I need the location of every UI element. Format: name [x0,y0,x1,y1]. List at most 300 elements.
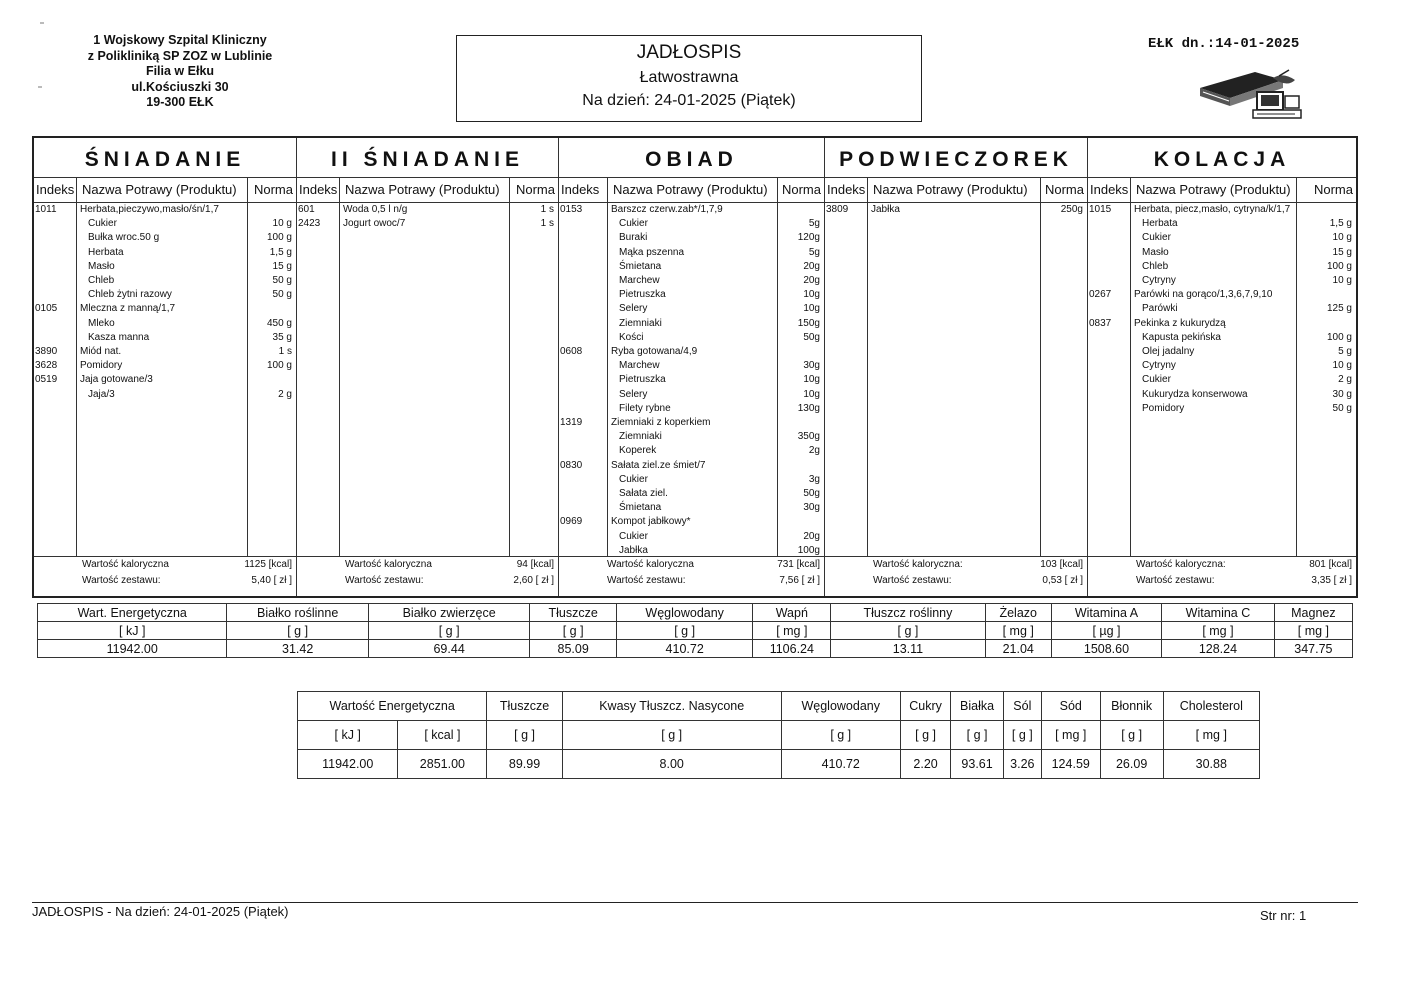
menu-row [559,531,824,545]
menu-row [559,289,824,303]
item-norm: 30g [803,360,820,372]
item-name: Selery [619,388,648,400]
nutrient-value-cell: 31.42 [227,640,368,658]
diet-name: Łatwostrawna [639,69,739,86]
item-name: Mleczna z manną/1,7 [80,303,176,315]
item-norm: 350g [797,431,820,443]
kcal-value: 94 [kcal] [516,559,554,570]
cost-label: Wartość zestawu: [1136,575,1215,586]
hospital-line: 19-300 EŁK [146,95,214,109]
kcal-label: Wartość kaloryczna [82,559,169,570]
nutrient-unit-cell: [ mg ] [753,622,831,640]
kcal-value: 801 [kcal] [1309,559,1352,570]
menu-row [559,232,824,246]
item-norm: 50g [803,331,820,343]
header-norm: Norma [515,182,555,197]
nutrient2-value-cell: 124.59 [1041,750,1100,779]
item-name: Jabłka [871,204,900,215]
kcal-value: 1125 [kcal] [244,559,292,570]
header-name: Nazwa Potrawy (Produktu) [345,182,500,197]
menu-row [1088,360,1356,374]
item-norm: 15 g [272,260,292,272]
menu-row [34,374,296,388]
nutrient-unit-cell: [ mg ] [985,622,1051,640]
kcal-label: Wartość kaloryczna [607,559,694,570]
item-index: 0105 [35,303,58,315]
nutrient-header-cell: Witamina A [1051,604,1161,622]
menu-row [825,204,1087,218]
header-norm: Norma [1313,182,1353,197]
item-norm: 20g [803,275,820,286]
item-norm: 150g [797,317,820,329]
nutrient-value-cell: 13.11 [831,640,985,658]
meal-totals [825,556,1087,597]
nutrient-value-cell: 1508.60 [1051,640,1161,658]
item-norm: 250g [1060,204,1083,215]
menu-row [559,275,824,289]
menu-row [559,303,824,317]
item-name: Cytryny [1142,275,1176,286]
item-norm: 30 g [1332,388,1352,400]
item-norm: 50g [803,488,820,499]
item-norm: 450 g [266,317,292,329]
item-norm: 10g [803,303,820,315]
header-index: Indeks [827,182,866,197]
kcal-label: Wartość kaloryczna: [1136,559,1226,570]
item-name: Parówki [1142,303,1178,315]
menu-row [559,431,824,445]
kcal-label: Wartość kaloryczna: [873,559,963,570]
item-index: 0153 [560,204,583,215]
item-norm: 10g [803,374,820,386]
header-index: Indeks [299,182,338,197]
item-name: Buraki [619,232,648,244]
cost-value: 7,56 [ zł ] [779,575,820,586]
cost-value: 5,40 [ zł ] [251,575,292,586]
menu-row [297,204,558,218]
item-name: Cukier [619,530,648,542]
nutrients-table-primary [37,603,1353,658]
item-name: Pomidory [1142,402,1185,414]
item-norm: 10 g [1332,275,1352,286]
menu-row [34,289,296,303]
nutrient2-value-cell: 93.61 [951,750,1004,779]
nutrient2-unit-row [298,721,1260,750]
item-name: Sałata ziel. [619,488,668,499]
item-norm: 1 s [540,204,554,215]
nutrient-unit-cell: [ kJ ] [38,622,227,640]
item-name: Pietruszka [619,374,666,386]
nutrient2-value-cell: 410.72 [781,750,900,779]
menu-row [34,247,296,261]
menu-row [559,488,824,502]
meal-column [1088,138,1356,596]
scan-speck [38,86,42,88]
item-norm: 5g [808,246,820,258]
menu-row [559,374,824,388]
item-index: 0267 [1089,289,1112,301]
item-name: Pietruszka [619,289,666,301]
menu-row [1088,275,1356,289]
nutrient2-header-cell: Tłuszcze [487,692,562,721]
nutrient2-value-cell: 26.09 [1100,750,1163,779]
item-name: Marchew [619,275,660,286]
menu-row [34,303,296,317]
hospital-line: z Polikliniką SP ZOZ w Lublinie [87,48,273,63]
column-headers [1088,178,1356,203]
kcal-value: 731 [kcal] [777,559,820,570]
item-name: Jaja/3 [88,388,115,400]
item-name: Jaja gotowane/3 [80,374,153,386]
footer-title: JADŁOSPIS - Na dzień: 24-01-2025 (Piątek) [32,904,289,919]
header-name: Nazwa Potrawy (Produktu) [1136,182,1291,197]
item-name: Śmietana [619,502,662,514]
meal-totals [559,556,824,597]
header-index: Indeks [36,182,75,197]
nutrient2-header-cell: Kwasy Tłuszcz. Nasycone [562,692,781,721]
item-name: Pekinka z kukurydzą [1134,317,1226,329]
date-line: Na dzień: 24-01-2025 (Piątek) [582,92,796,109]
item-index: 601 [298,204,315,215]
item-name: Parówki na gorąco/1,3,6,7,9,10 [1134,289,1273,301]
column-headers [559,178,824,203]
hospital-line: 1 Wojskowy Szpital Kliniczny [93,33,267,47]
page-number: Str nr: 1 [1260,908,1307,923]
menu-row [559,502,824,516]
item-index: 3809 [826,204,849,215]
nutrient2-unit-cell: [ g ] [562,721,781,750]
item-name: Woda 0,5 l n/g [343,204,408,215]
hospital-line: Filia w Ełku [145,64,215,78]
item-name: Ziemniaki [619,317,662,329]
item-name: Marchew [619,360,660,372]
item-name: Cukier [619,473,648,485]
nutrients-table-secondary [297,691,1260,779]
page-title: JADŁOSPIS [636,42,742,63]
cost-value: 3,35 [ zł ] [1311,575,1352,586]
item-name: Kapusta pekińska [1142,331,1221,343]
nutrient2-header-cell: Białka [951,692,1004,721]
nutrient2-header-cell: Sól [1003,692,1041,721]
nutrient2-unit-cell: [ kJ ] [298,721,398,750]
item-name: Barszcz czerw.zab*/1,7,9 [611,204,723,215]
header-name: Nazwa Potrawy (Produktu) [873,182,1028,197]
item-name: Olej jadalny [1142,346,1195,357]
menu-row [34,204,296,218]
menu-row [1088,204,1356,218]
footer-rule [32,902,1358,903]
item-norm: 50 g [272,289,292,301]
nutrient-value-cell: 1106.24 [753,640,831,658]
nutrient2-header-cell: Błonnik [1100,692,1163,721]
nutrient-value-cell: 347.75 [1274,640,1352,658]
menu-row [34,261,296,275]
item-norm: 10 g [1332,360,1352,372]
menu-row [1088,289,1356,303]
item-name: Herbata [1142,218,1178,230]
nutrient-value-row [38,640,1353,658]
menu-row [297,218,558,232]
item-name: Masło [88,260,115,272]
nutrient2-unit-cell: [ g ] [900,721,950,750]
item-name: Koperek [619,445,657,457]
item-norm: 10 g [1332,232,1352,244]
nutrient2-value-cell: 30.88 [1163,750,1259,779]
nutrient-header-cell: Tłuszcz roślinny [831,604,985,622]
menu-row [559,417,824,431]
nutrient2-unit-cell: [ g ] [487,721,562,750]
menu-row [559,360,824,374]
item-index: 3628 [35,360,58,372]
item-norm: 125 g [1326,303,1352,315]
menu-row [559,204,824,218]
menu-row [1088,403,1356,417]
item-index: 1319 [560,417,583,428]
menu-row [1088,346,1356,360]
nutrient2-value-row [298,750,1260,779]
column-headers [297,178,558,203]
item-name: Kompot jabłkowy* [611,516,691,528]
menu-row [1088,247,1356,261]
nutrient2-value-cell: 3.26 [1003,750,1041,779]
item-index: 1015 [1089,204,1112,215]
menu-row [1088,218,1356,232]
cost-label: Wartość zestawu: [345,575,424,586]
nutrient2-header-cell: Węglowodany [781,692,900,721]
meal-name: OBIAD [559,143,824,178]
item-name: Cukier [1142,374,1171,386]
meal-totals [1088,556,1356,597]
item-index: 1011 [35,204,57,215]
header-name: Nazwa Potrawy (Produktu) [613,182,768,197]
nutrient-header-cell: Wart. Energetyczna [38,604,227,622]
menu-row [1088,374,1356,388]
item-name: Jogurt owoc/7 [343,218,406,230]
item-name: Chleb [1142,260,1169,272]
nutrient2-value-cell: 2.20 [900,750,950,779]
column-divider [867,178,868,556]
item-name: Herbata, piecz,masło, cytryna/k/1,7 [1134,204,1291,215]
header-norm: Norma [781,182,821,197]
meal-name: KOLACJA [1088,143,1356,178]
item-name: Cukier [88,218,117,230]
menu-row [34,389,296,403]
nutrient2-unit-cell: [ g ] [781,721,900,750]
nutrient2-unit-cell: [ mg ] [1163,721,1259,750]
item-name: Bułka wroc.50 g [88,232,160,244]
header-index: Indeks [1090,182,1129,197]
item-name: Herbata [88,246,124,258]
meal-column [297,138,559,596]
item-index: 3890 [35,346,58,357]
item-name: Kasza manna [88,331,150,343]
menu-row [34,346,296,360]
item-norm: 5g [808,218,820,230]
item-norm: 2g [808,445,820,457]
title-box [456,35,922,122]
menu-row [559,247,824,261]
nutrient2-header-cell: Cukry [900,692,950,721]
item-norm: 10g [803,388,820,400]
menu-row [559,346,824,360]
item-name: Cukier [619,218,648,230]
item-norm: 15 g [1332,246,1352,258]
item-norm: 1,5 g [1329,218,1352,230]
nutrient-unit-cell: [ g ] [368,622,530,640]
item-norm: 100 g [266,360,292,372]
scan-speck [40,22,44,24]
nutrient2-unit-cell: [ mg ] [1041,721,1100,750]
menu-row [559,261,824,275]
nutrient-header-cell: Węglowodany [616,604,753,622]
item-name: Chleb żytni razowy [88,289,172,301]
nutrient2-value-cell: 2851.00 [398,750,487,779]
item-name: Selery [619,303,648,315]
item-norm: 5 g [1338,346,1352,357]
menu-row [1088,389,1356,403]
nutrient-value-cell: 128.24 [1162,640,1275,658]
nutrient-unit-cell: [ mg ] [1162,622,1275,640]
item-name: Pomidory [80,360,123,372]
item-norm: 50 g [1332,402,1352,414]
item-norm: 10 g [272,218,292,230]
nutrient-header-cell: Białko roślinne [227,604,368,622]
cost-label: Wartość zestawu: [873,575,952,586]
item-name: Miód nat. [80,346,122,357]
column-headers [34,178,296,203]
item-name: Masło [1142,246,1169,258]
nutrient2-header-cell: Wartość Energetyczna [298,692,487,721]
item-name: Cukier [1142,232,1171,244]
book-computer-logo-icon [1195,66,1310,124]
item-name: Mleko [88,317,115,329]
header-norm: Norma [253,182,293,197]
menu-row [559,403,824,417]
nutrient2-unit-cell: [ g ] [1100,721,1163,750]
nutrient2-value-cell: 11942.00 [298,750,398,779]
nutrient-value-cell: 69.44 [368,640,530,658]
item-name: Śmietana [619,260,662,272]
nutrient-header-cell: Tłuszcze [530,604,616,622]
item-name: Herbata,pieczywo,masło/śn/1,7 [80,204,219,215]
item-norm: 1 s [278,346,292,357]
column-divider [1040,178,1041,556]
nutrient2-value-cell: 8.00 [562,750,781,779]
menu-row [34,218,296,232]
menu-row [559,218,824,232]
nutrient-value-cell: 11942.00 [38,640,227,658]
item-name: Filety rybne [619,402,671,414]
item-norm: 100g [797,544,820,556]
menu-row [1088,261,1356,275]
meal-column [825,138,1088,596]
menu-row [1088,332,1356,346]
place-date: EŁK dn.:14-01-2025 [1148,36,1300,52]
item-index: 0608 [560,346,583,357]
meal-column [34,138,297,596]
item-name: Kukurydza konserwowa [1142,388,1248,400]
nutrient-unit-cell: [ mg ] [1274,622,1352,640]
menu-row [1088,318,1356,332]
item-name: Sałata ziel.ze śmiet/7 [611,459,706,471]
menu-row [34,360,296,374]
menu-row [1088,232,1356,246]
item-norm: 130g [797,402,820,414]
cost-value: 2,60 [ zł ] [513,575,554,586]
nutrient-header-cell: Magnez [1274,604,1352,622]
nutrient-unit-cell: [ µg ] [1051,622,1161,640]
nutrient-header-cell: Żelazo [985,604,1051,622]
item-index: 0969 [560,516,583,528]
item-norm: 20g [803,260,820,272]
cost-value: 0,53 [ zł ] [1042,575,1083,586]
item-norm: 50 g [272,275,292,286]
menu-row [34,332,296,346]
item-name: Kości [619,331,644,343]
item-name: Ryba gotowana/4,9 [611,346,698,357]
nutrient2-header-cell: Cholesterol [1163,692,1259,721]
nutrient2-unit-cell: [ g ] [951,721,1004,750]
nutrient-unit-cell: [ g ] [227,622,368,640]
nutrient2-unit-cell: [ g ] [1003,721,1041,750]
cost-label: Wartość zestawu: [607,575,686,586]
nutrient2-header-row [298,692,1260,721]
meal-totals [297,556,558,597]
nutrient-header-cell: Wapń [753,604,831,622]
nutrient-header-row [38,604,1353,622]
item-norm: 30g [803,502,820,514]
item-name: Ziemniaki z koperkiem [611,417,711,428]
nutrient-value-cell: 85.09 [530,640,616,658]
item-norm: 20g [803,530,820,542]
nutrient2-unit-cell: [ kcal ] [398,721,487,750]
meal-name: PODWIECZOREK [825,143,1087,178]
menu-row [559,474,824,488]
menu-table [32,136,1358,598]
item-norm: 2 g [1338,374,1352,386]
item-norm: 100 g [266,232,292,244]
nutrient-unit-cell: [ g ] [530,622,616,640]
nutrient-value-cell: 410.72 [616,640,753,658]
menu-row [34,232,296,246]
menu-row [34,318,296,332]
menu-row [559,332,824,346]
meal-column [559,138,825,596]
item-name: Ziemniaki [619,431,662,443]
item-norm: 10g [803,289,820,301]
item-name: Jabłka [619,544,648,556]
menu-row [559,445,824,459]
nutrient2-header-cell: Sód [1041,692,1100,721]
item-index: 0519 [35,374,58,386]
header-name: Nazwa Potrawy (Produktu) [82,182,237,197]
item-index: 0830 [560,459,583,471]
item-norm: 1,5 g [269,246,292,258]
item-norm: 2 g [278,388,292,400]
nutrient-unit-cell: [ g ] [616,622,753,640]
menu-row [559,318,824,332]
nutrient-header-cell: Witamina C [1162,604,1275,622]
nutrient-header-cell: Białko zwierzęce [368,604,530,622]
meal-name: ŚNIADANIE [34,143,296,178]
menu-row [34,275,296,289]
hospital-line: ul.Kościuszki 30 [131,79,229,94]
kcal-value: 103 [kcal] [1040,559,1083,570]
item-name: Cytryny [1142,360,1176,372]
header-index: Indeks [561,182,600,197]
nutrient-unit-cell: [ g ] [831,622,985,640]
meal-name: II ŚNIADANIE [297,143,558,178]
